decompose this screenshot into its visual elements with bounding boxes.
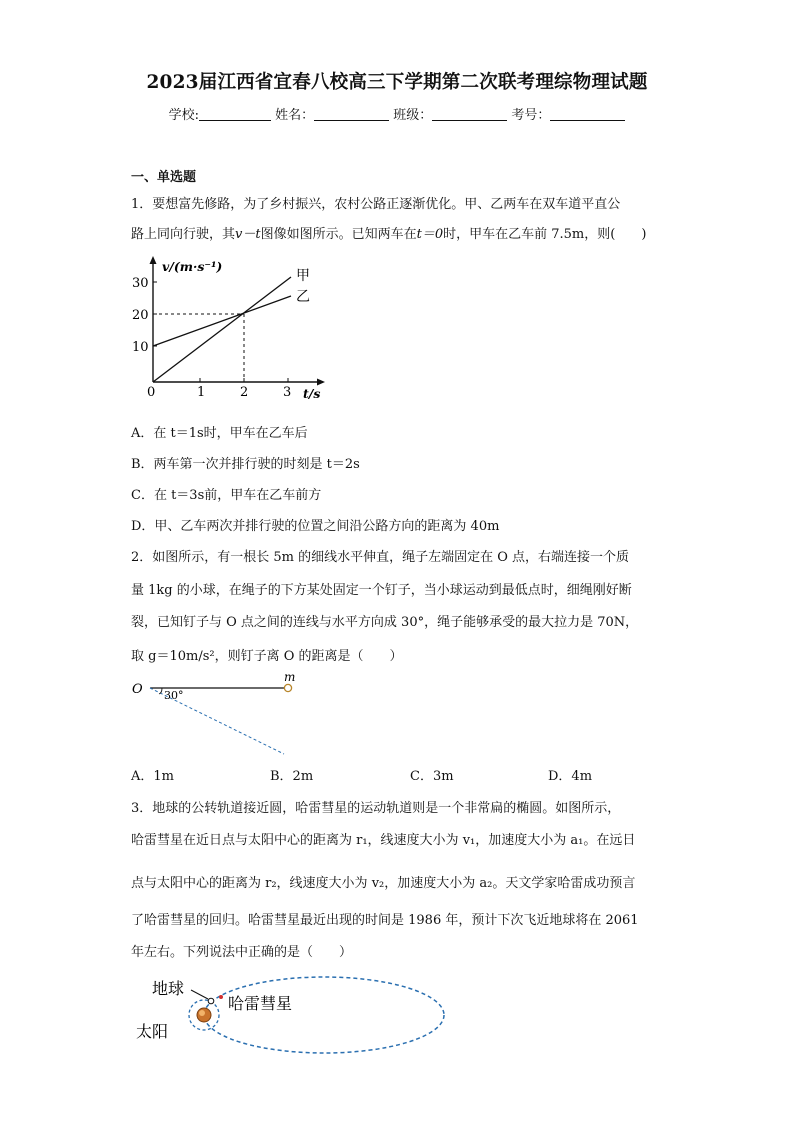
q2-option-c[interactable]: C．3m — [410, 769, 454, 784]
number-blank[interactable] — [550, 107, 625, 121]
y-tick-label-30: 30 — [132, 276, 149, 291]
sun-label: 太阳 — [136, 1022, 169, 1041]
earth-label: 地球 — [152, 979, 185, 998]
angle-label: 30° — [164, 689, 184, 702]
series-yi-label: 乙 — [296, 289, 310, 305]
school-label: 学校: — [168, 108, 199, 123]
ball-icon — [284, 684, 291, 691]
sun-highlight — [199, 1010, 205, 1016]
q2-option-d[interactable]: D．4m — [548, 769, 593, 784]
q1-line1: 1．要想富先修路，为了乡村振兴，农村公路正逐渐优化。甲、乙两车在双车道平直公 — [131, 197, 621, 212]
q2-line3: 裂，已知钉子与 O 点之间的连线与水平方向成 30°，绳子能够承受的最大拉力是 70N， — [131, 615, 639, 630]
q3-line3: 点与太阳中心的距离为 r₂，线速度大小为 v₂，加速度大小为 a₂。天文学家哈雷成功预言 — [131, 876, 636, 891]
comet-label: 哈雷彗星 — [228, 994, 293, 1013]
comet-icon — [219, 995, 223, 999]
name-blank[interactable] — [314, 107, 389, 121]
page-title: 2023届江西省宜春八校高三下学期第二次联考理综物理试题 — [146, 72, 648, 93]
point-o-label: O — [132, 682, 143, 697]
line-jia — [153, 277, 291, 382]
q3-line2: 哈雷彗星在近日点与太阳中心的距离为 r₁，线速度大小为 v₁，加速度大小为 a₁。在远日 — [131, 833, 636, 848]
class-blank[interactable] — [432, 107, 507, 121]
q2-option-b[interactable]: B．2m — [270, 769, 314, 784]
number-label: 考号： — [511, 108, 551, 123]
q2-line2: 量 1kg 的小球，在绳子的下方某处固定一个钉子，当小球运动到最低点时，细绳刚好断 — [131, 583, 632, 598]
q1-option-c[interactable]: C．在 t＝3s前，甲车在乙车前方 — [131, 488, 322, 503]
school-blank[interactable] — [199, 107, 271, 121]
q2-rope-figure — [128, 672, 308, 757]
x-axis-label: t/s — [303, 386, 321, 400]
x-tick-label-3: 3 — [283, 385, 292, 400]
y-axis-arrow-icon — [150, 256, 157, 264]
q1-option-b[interactable]: B．两车第一次并排行驶的时刻是 t＝2s — [131, 457, 360, 472]
student-info-row — [0, 104, 794, 123]
series-jia-label: 甲 — [296, 268, 310, 284]
angle-arc — [159, 688, 162, 694]
earth-pointer — [191, 990, 208, 999]
name-label: 姓名： — [275, 108, 315, 123]
q1-option-d[interactable]: D．甲、乙车两次并排行驶的位置之间沿公路方向的距离为 40m — [131, 519, 500, 534]
y-tick-label-10: 10 — [132, 340, 149, 355]
q1-text-e: 时，甲车在乙车前 7.5m，则( ) — [443, 227, 647, 242]
q2-line1: 2．如图所示，有一根长 5m 的细线水平伸直，绳子左端固定在 O 点，右端连接一个质 — [131, 550, 630, 565]
q3-orbit-figure — [128, 968, 458, 1058]
q1-line2 — [131, 223, 646, 242]
x-axis-arrow-icon — [317, 379, 325, 386]
q2-option-a[interactable]: A．1m — [131, 769, 174, 784]
section-heading: 一、单选题 — [131, 170, 197, 185]
q3-line4: 了哈雷彗星的回归。哈雷彗星最近出现的时间是 1986 年，预计下次飞近地球将在 2061 — [131, 913, 639, 928]
x-tick-label-0: 0 — [147, 385, 156, 400]
q1-text-c: 图像如图所示。已知两车在 — [260, 227, 417, 242]
y-tick-label-20: 20 — [132, 308, 149, 323]
q1-math-t0: t＝0 — [416, 227, 444, 242]
q3-line5: 年左右。下列说法中正确的是（ ） — [131, 945, 353, 960]
y-axis-label: v/(m·s⁻¹) — [162, 259, 223, 274]
earth-icon — [208, 998, 214, 1004]
q1-math-vt: v－t — [235, 227, 261, 242]
q1-option-a[interactable]: A．在 t＝1s时，甲车在乙车后 — [131, 426, 308, 441]
x-tick-label-2: 2 — [240, 385, 249, 400]
q1-vt-graph — [128, 254, 328, 400]
comet-orbit — [204, 977, 444, 1053]
q3-line1: 3．地球的公转轨道接近圆，哈雷彗星的运动轨道则是一个非常扁的椭圆。如图所示， — [131, 801, 621, 816]
mass-m-label: m — [284, 672, 296, 684]
x-tick-label-1: 1 — [197, 385, 206, 400]
line-yi — [153, 296, 291, 346]
class-label: 班级： — [393, 108, 433, 123]
q1-text-a: 路上同向行驶，其 — [131, 227, 236, 242]
q2-line4: 取 g＝10m/s²，则钉子离 O 的距离是（ ） — [131, 649, 403, 664]
